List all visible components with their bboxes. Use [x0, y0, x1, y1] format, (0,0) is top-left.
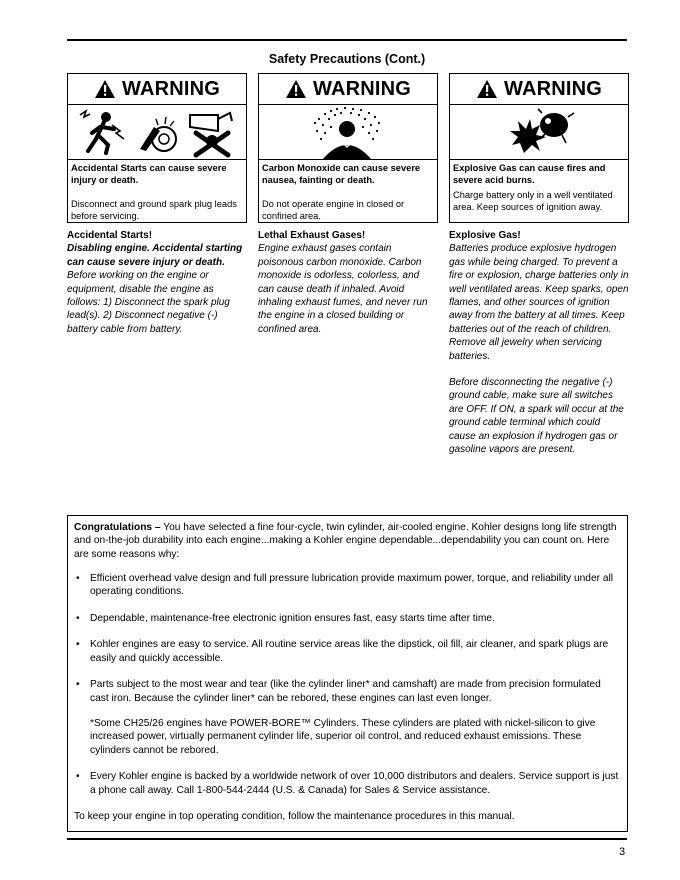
congrats-lead: Congratulations – — [74, 522, 161, 533]
section-text: Batteries produce explosive hydrogen gas while being charged. To prevent a fire or explosion, charge batteries only in well ventilated areas. Keep sparks, open flames, and other sources of ignition away from the battery at all times. Keep batteries out of the reach of children. Remove all jewelry when servicing batteries. — [449, 243, 629, 362]
no-servicing-icon — [190, 113, 232, 155]
warning-triangle-icon — [285, 79, 307, 99]
explosion-icon — [450, 105, 628, 159]
list-item — [74, 770, 620, 797]
list-item-text: Parts subject to the most wear and tear (like the cylinder liner* and camshaft) are made from precision formulated cast iron. Because the cylinder liner* can be rebored, these engines can last even longer. — [90, 679, 601, 704]
warning-label: WARNING — [312, 77, 412, 100]
warning-normal-text: Charge battery only in a well ventilated area. Keep sources of ignition away. — [453, 190, 613, 212]
bullet: • — [76, 771, 80, 783]
warning-header — [68, 74, 246, 105]
list-item-text: Kohler engines are easy to service. All routine service areas like the dipstick, oil fill, air cleaner, and spark plugs are easily and quickly accessible. — [90, 639, 609, 664]
list-item — [74, 572, 620, 599]
reasons-list-continued — [74, 770, 620, 797]
warning-pictogram — [450, 105, 628, 160]
bullet: • — [76, 639, 80, 651]
explosive-gas-column — [449, 229, 629, 457]
warning-triangle-icon — [476, 79, 498, 99]
congratulations-box — [67, 515, 628, 832]
warning-label: WARNING — [121, 77, 221, 100]
exhaust-gases-column — [258, 229, 438, 336]
congrats-intro — [74, 521, 620, 561]
warning-bold-text: Explosive Gas can cause fires and severe acid burns. — [453, 163, 606, 185]
warning-bold-text: Carbon Monoxide can cause severe nausea, fainting or death. — [262, 163, 421, 185]
top-rule — [67, 39, 627, 41]
section-heading: Lethal Exhaust Gases! — [258, 230, 366, 241]
accidental-starts-column — [67, 229, 247, 336]
section-emphasis: Disabling engine. Accidental starting can cause severe injury or death. — [67, 243, 243, 268]
bullet: • — [76, 679, 80, 691]
list-item-text: Dependable, maintenance-free electronic ignition ensures fast, easy starts time after time. — [90, 612, 495, 624]
bottom-rule — [67, 838, 627, 840]
warning-text — [259, 160, 437, 222]
warning-triangle-icon — [94, 79, 116, 99]
page-title: Safety Precautions (Cont.) — [268, 52, 426, 66]
warning-box-accidental-starts — [67, 73, 247, 223]
section-body — [67, 242, 247, 336]
electric-shock-icon — [80, 111, 124, 153]
warning-pictogram — [68, 105, 246, 160]
list-item-text: Every Kohler engine is backed by a worldwide network of over 10,000 distributors and dealers. Service support is just a phone call away. Call 1-800-544-2444 (U.S. & Canada) for Sales & Service assistance. — [90, 771, 619, 796]
footnote: *Some CH25/26 engines have POWER-BORE™ Cylinders. These cylinders are plated with nickel-silicon to give increased power, virtually permanent cylinder life, superior oil control, and reduced exhaust emissions. These cylinders cannot be rebored. — [90, 718, 596, 756]
warning-box-explosive-gas — [449, 73, 629, 223]
page-number: 3 — [619, 846, 626, 858]
congrats-outro: To keep your engine in top operating condition, follow the maintenance procedures in this manual. — [74, 811, 515, 823]
engine-spark-icon — [140, 117, 176, 151]
warning-box-carbon-monoxide — [258, 73, 438, 223]
warning-text — [68, 160, 246, 222]
bullet: • — [76, 612, 80, 624]
section-text: Before working on the engine or equipment, disable the engine as follows: 1) Disconnect the spark plug lead(s). 2) Disconnect negative (-) battery cable from battery. — [67, 270, 230, 335]
list-item — [74, 638, 620, 665]
warning-header — [259, 74, 437, 105]
section-heading: Explosive Gas! — [449, 230, 521, 241]
warning-header — [450, 74, 628, 105]
list-item — [74, 612, 620, 625]
bullet: • — [76, 572, 80, 584]
warning-pictogram — [259, 105, 437, 160]
congrats-intro-text: You have selected a fine four-cycle, twin cylinder, air-cooled engine. Kohler designs long life strength and on-the-job durability into each engine...making a Kohler engine dependable...dependability you can count on. Here are some reasons why: — [74, 522, 617, 560]
warning-normal-text: Disconnect and ground spark plug leads before servicing. — [71, 199, 237, 221]
warning-text — [450, 160, 628, 213]
warning-bold-text: Accidental Starts can cause severe injury or death. — [71, 163, 227, 185]
list-item-text: Efficient overhead valve design and full pressure lubrication provide maximum power, torque, and reliability under all operating conditions. — [90, 572, 614, 598]
warning-label: WARNING — [503, 77, 603, 100]
section-text: Before disconnecting the negative (-) ground cable, make sure all switches are OFF. If ON, a spark will occur at the ground cable terminal which could cause an explosion if hydrogen gas or gasoline vapors are present. — [449, 377, 624, 456]
section-heading: Accidental Starts! — [67, 230, 153, 241]
reasons-list — [74, 572, 620, 705]
section-text: Engine exhaust gases contain poisonous carbon monoxide. Carbon monoxide is odorless, colorless, and can cause death if inhaled. Avoid inhaling exhaust fumes, and never run the engine in a closed building or confined area. — [258, 243, 428, 335]
exhaust-gas-person-icon — [259, 105, 437, 159]
warning-normal-text: Do not operate engine in closed or confined area. — [262, 199, 405, 221]
list-item — [74, 678, 620, 705]
